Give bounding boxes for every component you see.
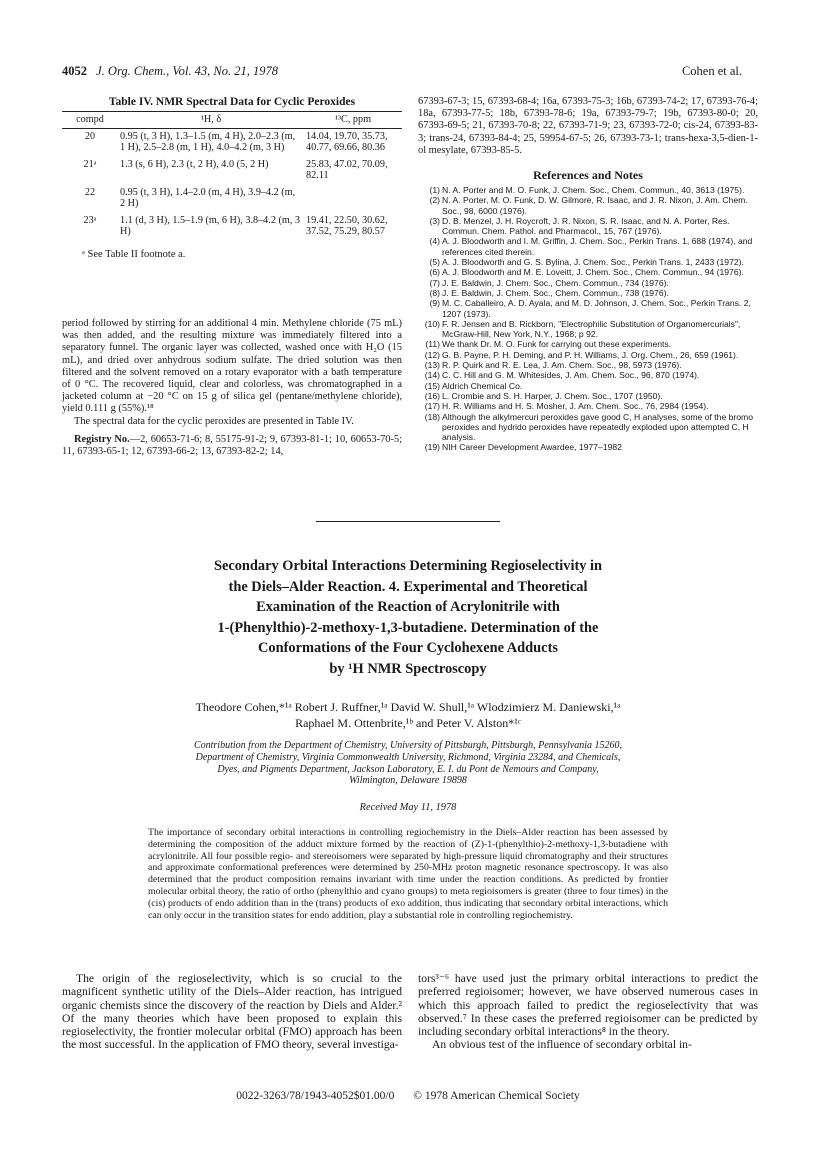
abstract: The importance of secondary orbital interactions in controlling regiochemistry in the Diels–Alder reaction has been assessed by determining the composition of the adduct mixture formed by the reaction of (Z)-1-(phenylthio)-2-methoxy-1,3-butadiene with acrylonitrile. All four possible regio- and stereoisomers were separated by high-pressure liquid chromatography and their structures and approximate conformational preferences were determined by 250-MHz proton magnetic resonance spectroscopy. It was also determined that the product composition remains invariant with time under the reaction conditions. As predicted by frontier molecular orbital theory, the ratio of ortho (phenylthio and cyano groups) to meta regioisomers is greater (three to four times) in the (cis) products of endo addition than in the (trans) products of exo addition, thus indicating that secondary orbital interactions, which can only occur in the transition states for endo addition, play a substantial role in controlling regiochemistry. <box>148 827 668 921</box>
nmr-table-block <box>62 96 402 260</box>
reference-text: Although the alkylmercuri peroxides gave good C, H analyses, some of the bromo peroxides and hydrido peroxides have repeatedly exploded upon attempted C, H analysis. <box>442 411 753 443</box>
reference-text: J. E. Baldwin, J. Chem. Soc., Chem. Commun., 734 (1976). <box>442 277 669 288</box>
cell-13c: 14.04, 19.70, 35.73, 40.77, 69.66, 80.36 <box>306 130 388 153</box>
nmr-table <box>62 111 402 241</box>
reference-text: G. B. Payne, P. H. Deming, and P. H. Williams, J. Org. Chem., 26, 659 (1961). <box>442 349 739 360</box>
experimental-text <box>62 318 402 458</box>
reference-number: (8) <box>429 287 440 298</box>
title-line: by ¹H NMR Spectroscopy <box>329 660 487 677</box>
reference-text: Aldrich Chemical Co. <box>442 380 523 391</box>
reference-item <box>418 257 758 267</box>
running-header <box>62 64 742 82</box>
cell-1h: 0.95 (t, 3 H), 1.4–2.0 (m, 4 H), 3.9–4.2 (m, 2 H) <box>120 186 296 209</box>
affiliation-line: Contribution from the Department of Chemistry, University of Pittsburgh, Pittsburgh, Pennsylvania 15260, <box>193 740 623 751</box>
cell-1h: 0.95 (t, 3 H), 1.3–1.5 (m, 4 H), 2.0–2.3 (m, 1 H), 2.5–2.8 (m, 1 H), 4.0–4.2 (m, 3 H) <box>120 130 296 153</box>
reference-item <box>418 278 758 288</box>
section-rule <box>316 521 500 522</box>
reference-number: (13) <box>424 360 440 371</box>
registry-numbers-left: —2, 60653-71-6; 8, 55175-91-2; 9, 67393-81-1; 10, 60653-70-5; 11, 67393-65-1; 12, 67393-66-2; 13, 67393-82-2; 14, <box>62 433 403 458</box>
reference-text: NIH Career Development Awardee, 1977–1982 <box>442 442 622 453</box>
table-row <box>62 128 402 157</box>
table-title: Table IV. NMR Spectral Data for Cyclic Peroxides <box>108 96 356 108</box>
article-code: 0022-3263/78/1943-4052$01.00/0 <box>236 1090 395 1102</box>
affiliation-line: Wilmington, Delaware 19898 <box>349 775 467 787</box>
reference-item <box>418 391 758 401</box>
cell-13c <box>304 185 402 213</box>
reference-number: (9) <box>429 298 440 309</box>
table-row <box>62 185 402 213</box>
col-1h: ¹H, δ <box>118 112 304 129</box>
reference-number: (2) <box>429 195 440 206</box>
reference-number: (18) <box>424 411 440 422</box>
reference-text: M. C. Caballeiro, A. D. Ayala, and M. D. Johnson, J. Chem. Soc., Perkin Trans. 2, 1207 (1973). <box>442 298 751 319</box>
reference-item <box>418 195 758 216</box>
authors-line: Raphael M. Ottenbrite,¹ᵇ and Peter V. Alston*¹ᶜ <box>295 715 521 730</box>
reference-text: A. J. Bloodworth and M. E. Loveitt, J. Chem. Soc., Chem. Commun., 94 (1976). <box>442 267 744 278</box>
page-footer <box>62 1090 754 1102</box>
registry-label: Registry No. <box>74 433 130 445</box>
table-header-row <box>62 112 402 129</box>
cell-1h: 1.1 (d, 3 H), 1.5–1.9 (m, 6 H), 3.8–4.2 (m, 3 H) <box>120 214 300 237</box>
reference-text: R. P. Quirk and R. E. Lea, J. Am. Chem. Soc., 98, 5973 (1976). <box>442 360 682 371</box>
title-line: the Diels–Alder Reaction. 4. Experimental and Theoretical <box>228 578 588 595</box>
reference-text: C. C. Hill and G. M. Whitesides, J. Am. Chem. Soc., 96, 870 (1974). <box>442 370 700 381</box>
reference-number: (16) <box>424 390 440 401</box>
reference-item <box>418 339 758 349</box>
reference-text: We thank Dr. M. O. Funk for carrying out these experiments. <box>442 339 672 350</box>
table-row <box>62 213 402 241</box>
reference-item <box>418 370 758 380</box>
reference-item <box>418 319 758 340</box>
reference-item <box>418 236 758 257</box>
reference-item <box>418 216 758 237</box>
title-line: Secondary Orbital Interactions Determining Regioselectivity in <box>213 558 603 574</box>
cell-compd: 20 <box>84 130 96 142</box>
page-number: 4052 <box>62 64 87 78</box>
reference-text: F. R. Jensen and B. Rickborn, "Electrophilic Substitution of Organomercurials", McGraw-Hill, New York, N.Y., 1968; p 92. <box>442 318 741 340</box>
reference-text: N. A. Porter and M. O. Funk, J. Chem. Soc., Chem. Commun., 40, 3613 (1975). <box>442 185 745 195</box>
reference-item <box>418 298 758 319</box>
reference-number: (11) <box>425 339 440 350</box>
experimental-paragraph: period followed by stirring for an additional 4 min. Methylene chloride (75 mL) was then added, and the resulting mixture was immediately filtered into a separatory funnel. The organic layer was collected, washed once with H₂O (15 mL), and dried over anhydrous sodium sulfate. The dried solution was then filtered and the solvent removed on a rotary evaporator with a bath temperature of 0 °C. The recovered liquid, clear and colorless, was chromatographed in a jacketed column at −20 °C on 15 g of silica gel (pentane/methylene chloride), yield 0.111 g (55%).¹⁸ <box>62 318 402 415</box>
cell-compd: 21ᵃ <box>83 158 97 170</box>
registry-paragraph <box>62 434 402 458</box>
affiliation-line: Dyes, and Pigments Department, Jackson Laboratory, E. I. du Pont de Nemours and Company, <box>217 763 599 775</box>
registry-numbers-right: 67393-67-3; 15, 67393-68-4; 16a, 67393-75-3; 16b, 67393-74-2; 17, 67393-76-4; 18a, 67393-77-5; 18b, 67393-78-6; 19a, 67393-79-7; 19b, 67393-80-0; 20, 67393-69-5; 21, 67393-70-8; 22, 67393-71-9; 23, 67393-72-0; cis-24, 67393-83-3; trans-24, 67393-84-4; 25, 59954-67-5; 26, 67393-73-1; trans-hexa-3,5-dien-1-ol mesylate, 67393-85-5. <box>418 96 758 156</box>
reference-number: (14) <box>424 370 440 381</box>
affiliation-line: Department of Chemistry, Virginia Commonwealth University, Richmond, Virginia 23284, and Chemicals, <box>195 751 621 763</box>
reference-item <box>418 288 758 298</box>
reference-number: (7) <box>429 277 440 288</box>
references-heading: References and Notes <box>533 168 643 182</box>
reference-number: (12) <box>424 349 440 360</box>
cell-13c: 25.83, 47.02, 70.09, 82.11 <box>306 158 388 181</box>
title-line: Conformations of the Four Cyclohexene Adducts <box>258 640 558 657</box>
reference-item <box>418 401 758 411</box>
table-footnote: ᵃ See Table II footnote a. <box>82 248 186 260</box>
reference-item <box>418 185 758 195</box>
reference-item <box>418 350 758 360</box>
reference-item <box>418 267 758 277</box>
body-column-left: The origin of the regioselectivity, which is so crucial to the magnificent synthetic utility of the Diels–Alder reaction, has intrigued organic chemists since the discovery of the reaction by Diels and Alder.² Of the many theories which have been proposed to explain this regioselectivity, the frontier molecular orbital (FMO) approach has been the most successful. In the application of FMO theory, several investiga- <box>62 972 402 1052</box>
reference-text: L. Crombie and S. H. Harper, J. Chem. Soc., 1707 (1950). <box>442 390 663 401</box>
reference-number: (6) <box>429 267 440 278</box>
reference-number: (3) <box>429 215 440 226</box>
reference-number: (1) <box>429 185 440 195</box>
spectral-data-paragraph: The spectral data for the cyclic peroxides are presented in Table IV. <box>74 415 354 427</box>
reference-number: (15) <box>424 380 440 391</box>
body-column-right <box>418 972 758 1052</box>
reference-text: N. A. Porter, M. O. Funk, D. W. Gilmore, R. Isaac, and J. R. Nixon, J. Am. Chem. Soc., 98, 6000 (1976). <box>442 195 748 216</box>
col-13c: ¹³C, ppm <box>304 112 402 129</box>
reference-item <box>418 442 758 452</box>
reference-number: (4) <box>429 236 440 247</box>
reference-number: (17) <box>424 401 440 412</box>
cell-compd: 22 <box>84 186 96 198</box>
affiliations <box>130 740 686 787</box>
authors-line: Theodore Cohen,*¹ᵃ Robert J. Ruffner,¹ᵃ David W. Shull,¹ᵃ Wlodzimierz M. Daniewski,¹ᵃ <box>195 700 621 714</box>
reference-number: (10) <box>424 318 440 329</box>
reference-number: (19) <box>424 442 440 453</box>
article-title <box>100 556 716 680</box>
references-list <box>418 185 758 453</box>
reference-text: D. B. Menzel, J. H. Roycroft, J. R. Nixon, S. R. Isaac, and N. A. Porter, Res. Commun. Chem. Pathol. and Pharmacol., 15, 767 (1976). <box>442 215 730 237</box>
reference-text: A. J. Bloodworth and I. M. Griffin, J. Chem. Soc., Perkin Trans. 1, 688 (1974), and references cited therein. <box>442 236 753 257</box>
copyright: © 1978 American Chemical Society <box>413 1090 580 1102</box>
reference-text: A. J. Bloodworth and G. S. Bylina, J. Chem. Soc., Perkin Trans. 1, 2433 (1972). <box>442 257 744 268</box>
received-date: Received May 11, 1978 <box>359 802 457 813</box>
cell-13c: 19.41, 22.50, 30.62, 37.52, 75.29, 80.57 <box>306 214 388 237</box>
table-row <box>62 157 402 185</box>
reference-number: (5) <box>429 257 440 268</box>
reference-text: H. R. Williams and H. S. Mosher, J. Am. Chem. Soc., 76, 2984 (1954). <box>442 401 709 412</box>
reference-text: J. E. Baldwin, J. Chem. Soc., Chem. Commun., 738 (1976). <box>442 287 669 298</box>
body-paragraph: tors³⁻⁶ have used just the primary orbital interactions to predict the preferred regioisomer; however, we have observed numerous cases in which this approach failed to predict the regioselectivity that was observed.⁷ In these cases the preferred regioisomer can be predicted by including secondary orbital interactions⁸ in the theory. <box>418 972 758 1039</box>
cell-compd: 23ᵃ <box>83 214 97 226</box>
title-line: 1-(Phenylthio)-2-methoxy-1,3-butadiene. Determination of the <box>217 619 599 636</box>
author-list <box>120 700 696 731</box>
reference-item <box>418 381 758 391</box>
reference-item <box>418 360 758 370</box>
col-compd: compd <box>62 112 118 129</box>
cell-1h: 1.3 (s, 6 H), 2.3 (t, 2 H), 4.0 (5, 2 H) <box>120 158 269 170</box>
reference-item <box>418 412 758 443</box>
running-author: Cohen et al. <box>681 64 742 78</box>
body-paragraph: An obvious test of the influence of secondary orbital in- <box>432 1038 692 1052</box>
title-line: Examination of the Reaction of Acrylonitrile with <box>256 599 560 616</box>
journal-citation: J. Org. Chem., Vol. 43, No. 21, 1978 <box>96 64 278 78</box>
